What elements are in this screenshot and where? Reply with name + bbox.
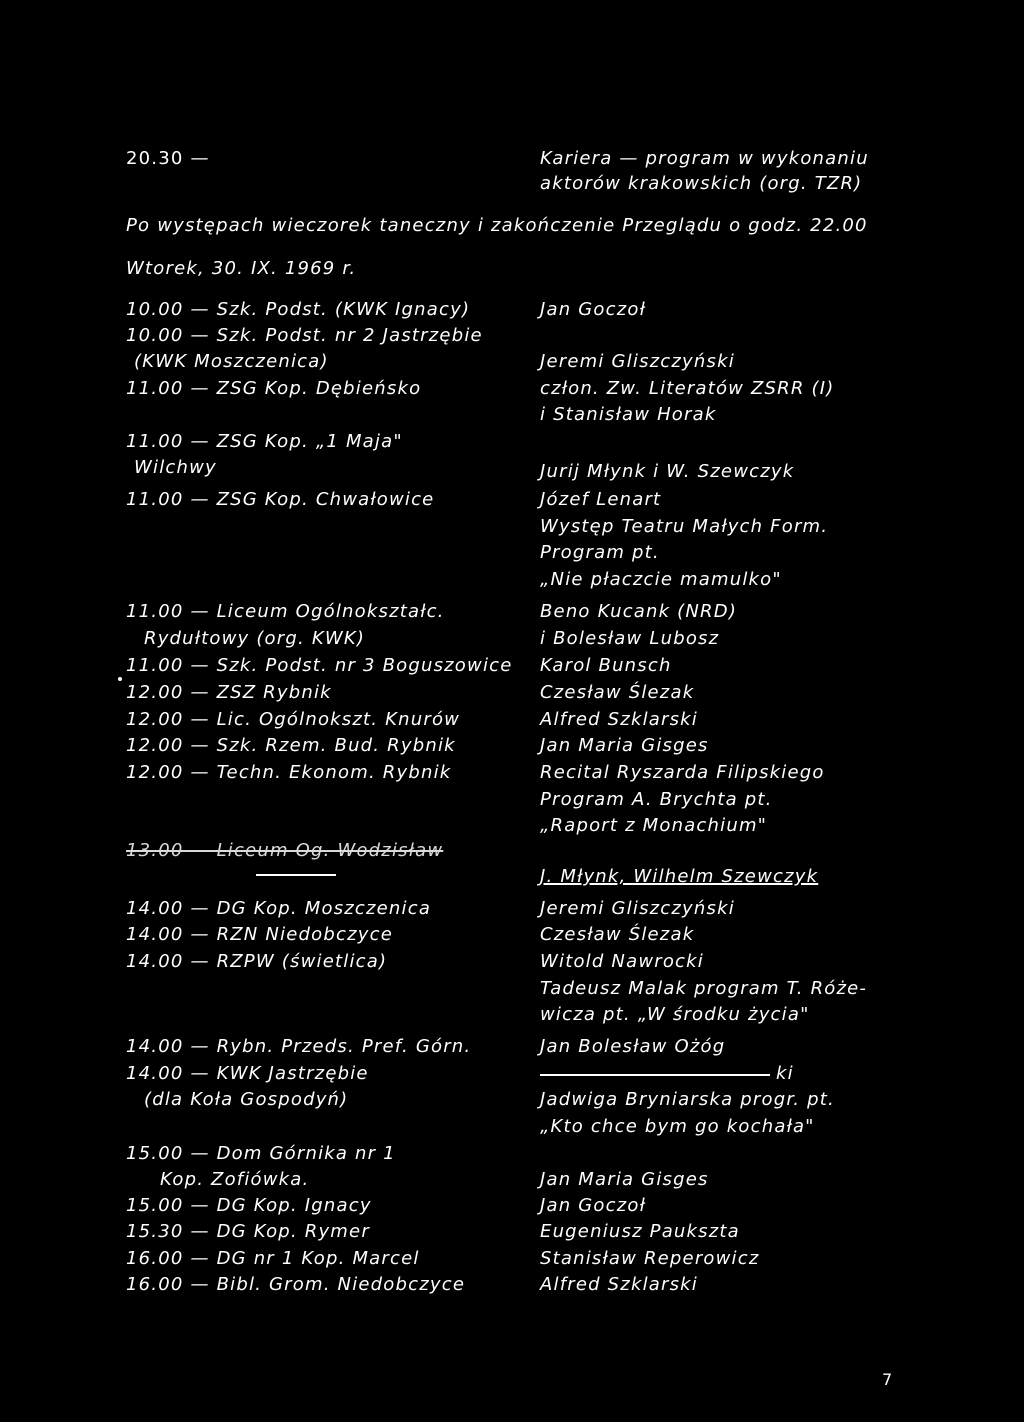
venue-line: 15.00 — DG Kop. Ignacy xyxy=(126,1195,372,1216)
performer-line: i Stanisław Horak xyxy=(540,404,717,425)
venue-line: 10.00 — Szk. Podst. nr 2 Jastrzębie xyxy=(126,325,483,346)
performer-line: Tadeusz Malak program T. Róże- xyxy=(540,978,868,999)
venue-line: 12.00 — ZSZ Rybnik xyxy=(126,682,332,703)
page-number: 7 xyxy=(882,1370,894,1389)
performer-line: Jan Bolesław Ożóg xyxy=(540,1036,726,1057)
ink-mark xyxy=(256,874,336,876)
performer-line: Alfred Szklarski xyxy=(540,1274,699,1295)
header-time: 20.30 — xyxy=(126,148,210,169)
venue-line: 14.00 — RZN Niedobczyce xyxy=(126,924,393,945)
performer-line: „Raport z Monachium" xyxy=(540,815,768,836)
performer-line: Jan Maria Gisges xyxy=(540,1169,709,1190)
performer-line: Beno Kucank (NRD) xyxy=(540,601,738,622)
performer-line: Jan Maria Gisges xyxy=(540,735,709,756)
ink-dot xyxy=(118,677,122,681)
venue-line: 11.00 — ZSG Kop. Chwałowice xyxy=(126,489,435,510)
venue-line: 15.00 — Dom Górnika nr 1 xyxy=(126,1143,396,1164)
performer-line: Karol Bunsch xyxy=(540,655,672,676)
venue-line: (dla Koła Gospodyń) xyxy=(144,1089,349,1110)
performer-line: człon. Zw. Literatów ZSRR (I) xyxy=(540,378,835,399)
performer-line: Jan Goczoł xyxy=(540,1195,646,1216)
venue-line: 10.00 — Szk. Podst. (KWK Ignacy) xyxy=(126,299,471,320)
day-heading: Wtorek, 30. IX. 1969 r. xyxy=(126,258,357,279)
performer-line: wicza pt. „W środku życia" xyxy=(540,1004,810,1025)
performer-line: Jeremi Gliszczyński xyxy=(540,351,735,372)
performer-line-fragment: ki xyxy=(776,1063,794,1084)
performer-line: Czesław Ślezak xyxy=(540,682,695,703)
performer-line: Jan Goczoł xyxy=(540,299,646,320)
venue-line: 12.00 — Techn. Ekonom. Rybnik xyxy=(126,762,452,783)
performer-line: Program A. Brychta pt. xyxy=(540,789,773,810)
performer-line: Jeremi Gliszczyński xyxy=(540,898,735,919)
performer-line: Jadwiga Bryniarska progr. pt. xyxy=(540,1089,835,1110)
venue-line: 16.00 — DG nr 1 Kop. Marcel xyxy=(126,1248,420,1269)
performer-line: Jurij Młynk i W. Szewczyk xyxy=(540,461,795,482)
venue-line: 15.30 — DG Kop. Rymer xyxy=(126,1221,370,1242)
closing-note: Po występach wieczorek taneczny i zakończenie Przeglądu o godz. 22.00 xyxy=(126,215,868,236)
ink-mark xyxy=(540,1074,770,1076)
venue-line: Wilchwy xyxy=(134,457,217,478)
venue-line: (KWK Moszczenica) xyxy=(134,351,329,372)
venue-line: 14.00 — DG Kop. Moszczenica xyxy=(126,898,432,919)
venue-line: 14.00 — RZPW (świetlica) xyxy=(126,951,388,972)
venue-line: Rydułtowy (org. KWK) xyxy=(144,628,366,649)
header-event-line1: Kariera — program w wykonaniu xyxy=(540,148,869,169)
performer-line: Występ Teatru Małych Form. xyxy=(540,516,829,537)
performer-line: Józef Lenart xyxy=(540,489,662,510)
performer-line: Stanisław Reperowicz xyxy=(540,1248,760,1269)
performer-line: Czesław Ślezak xyxy=(540,924,695,945)
venue-line: 14.00 — Rybn. Przeds. Pref. Górn. xyxy=(126,1036,472,1057)
performer-line: „Kto chce bym go kochała" xyxy=(540,1116,815,1137)
performer-line: Witold Nawrocki xyxy=(540,951,704,972)
venue-line: Kop. Zofiówka. xyxy=(160,1169,310,1190)
venue-line: 14.00 — KWK Jastrzębie xyxy=(126,1063,369,1084)
performer-line: J. Młynk, Wilhelm Szewczyk xyxy=(540,866,819,887)
venue-line: 11.00 — ZSG Kop. „1 Maja" xyxy=(126,431,403,452)
header-event-line2: aktorów krakowskich (org. TZR) xyxy=(540,173,863,194)
performer-line: Alfred Szklarski xyxy=(540,709,699,730)
venue-line: 11.00 — Szk. Podst. nr 3 Boguszowice xyxy=(126,655,513,676)
performer-line: i Bolesław Lubosz xyxy=(540,628,720,649)
venue-line: 16.00 — Bibl. Grom. Niedobczyce xyxy=(126,1274,466,1295)
performer-line: Eugeniusz Paukszta xyxy=(540,1221,740,1242)
performer-line: Program pt. xyxy=(540,542,660,563)
performer-line: „Nie płaczcie mamulko" xyxy=(540,569,782,590)
venue-line: 11.00 — Liceum Ogólnokształc. xyxy=(126,601,445,622)
venue-line: 11.00 — ZSG Kop. Dębieńsko xyxy=(126,378,422,399)
performer-line: Recital Ryszarda Filipskiego xyxy=(540,762,825,783)
venue-line: 12.00 — Lic. Ogólnokszt. Knurów xyxy=(126,709,461,730)
venue-line: 12.00 — Szk. Rzem. Bud. Rybnik xyxy=(126,735,456,756)
venue-line-struck: 13.00 — Liceum Og. Wodzisław xyxy=(126,840,444,861)
